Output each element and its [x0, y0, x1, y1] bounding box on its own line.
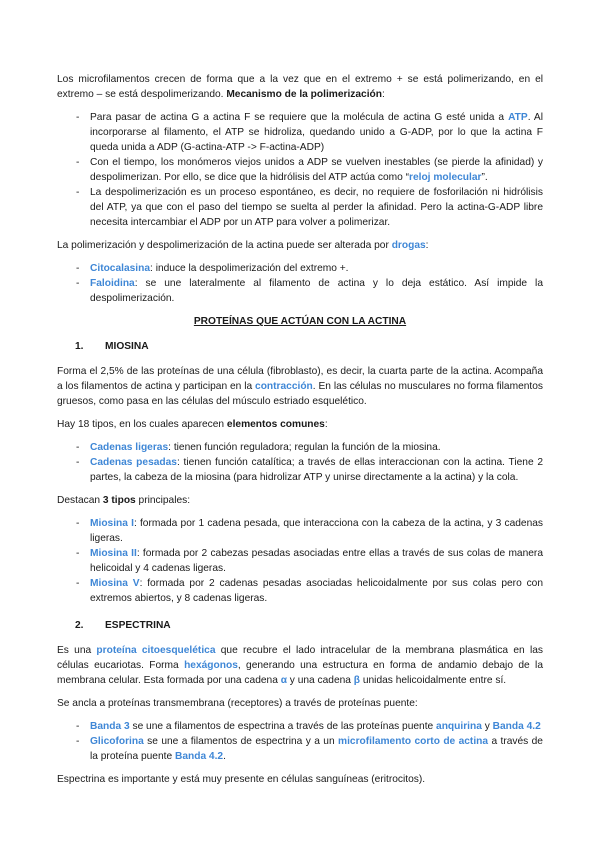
- miosina-paragraph-2: Hay 18 tipos, en los cuales aparecen elementos comunes:: [57, 419, 328, 430]
- anchors-list: [57, 719, 543, 764]
- drugs-list: [57, 261, 543, 306]
- miosina-paragraph-1: Forma el 2,5% de las proteínas de una célula (fibroblasto), es decir, la cuarta parte de la actina. Acompaña a los filamentos de actina y participan en la contracción. En las células no musculares no forma filamentos gruesos, como pasa en las células del músculo estriado esquelético.: [57, 366, 544, 407]
- miosina-heading: 1. MIOSINA: [75, 341, 149, 352]
- list-item: - Faloidina: se une lateralmente al filamento de actina y lo deja estático. Así impide la despolimerización.: [57, 276, 543, 306]
- list-item: - Cadenas pesadas: tienen función catalítica; a través de ellas interaccionan con la actina. Tiene 2 partes, la cabeza de la miosina (para hidrolizar ATP y unirse directamente a la actina) y la cola.: [57, 455, 543, 485]
- polymerization-mechanism-heading: Mecanismo de la polimerización: [226, 89, 383, 100]
- espectrina-paragraph-2: Se ancla a proteínas transmembrana (receptores) a través de proteínas puente:: [57, 698, 418, 709]
- list-item: - Miosina V: formada por 2 cadenas pesadas asociadas helicoidalmente por sus colas pero con extremos abiertos, y 8 cadenas ligeras.: [57, 576, 543, 606]
- espectrina-heading: 2. ESPECTRINA: [75, 620, 171, 631]
- polymerization-list: [57, 110, 543, 230]
- list-item: - Con el tiempo, los monómeros viejos unidos a ADP se vuelven inestables (se pierde la afinidad) y despolimerizan. Por ello, se dice que la hidrólisis del ATP actúa como “reloj molecular”.: [57, 155, 543, 185]
- list-item: - Miosina II: formada por 2 cabezas pesadas asociadas entre ellas a través de sus colas de manera helicoidal y 4 cadenas ligeras.: [57, 546, 543, 576]
- list-item: - Citocalasina: induce la despolimerización del extremo +.: [57, 261, 543, 276]
- miosina-types-list: [57, 516, 543, 606]
- list-item: - Banda 3 se une a filamentos de espectrina a través de las proteínas puente anquirina y Banda 4.2: [57, 719, 543, 734]
- list-item: - Miosina I: formada por 1 cadena pesada, que interacciona con la cabeza de la actina, y 3 cadenas ligeras.: [57, 516, 543, 546]
- list-item: - La despolimerización es un proceso espontáneo, es decir, no requiere de fosforilación ni hidrólisis del ATP, ya que con el paso del tiempo se suelta al perder la afinidad. Pero la actina-G-ADP libre necesita intercambiar el ADP por un ATP para volver a polimerizar.: [57, 185, 543, 230]
- section-title: PROTEÍNAS QUE ACTÚAN CON LA ACTINA: [193, 316, 407, 327]
- list-item: - Para pasar de actina G a actina F se requiere que la molécula de actina G esté unida a ATP. Al incorporarse al filamento, el ATP se hidroliza, quedando unido a G-ADP, por lo que la actina F queda unida a ADP (G-actina-ATP -> F-actina-ADP): [57, 110, 543, 155]
- intro-paragraph: Los microfilamentos crecen de forma que a la vez que en el extremo + se está polimerizando, en el extremo – se está despolimerizando. Mecanismo de la polimerización:: [57, 74, 543, 100]
- list-item: - Cadenas ligeras: tienen función reguladora; regulan la función de la miosina.: [57, 440, 543, 455]
- chains-list: [57, 440, 543, 485]
- drugs-intro-paragraph: La polimerización y despolimerización de la actina puede ser alterada por drogas:: [57, 240, 429, 251]
- espectrina-paragraph-1: Es una proteína citoesquelética que recubre el lado intracelular de la membrana plasmática en las células eucariotas. Forma hexágonos, generando una estructura en forma de andamio debajo de la membrana celular. Esta formada por una cadena α y una cadena β unidas helicoidalmente entre sí.: [57, 645, 543, 686]
- espectrina-paragraph-3: Espectrina es importante y está muy presente en células sanguíneas (eritrocitos).: [57, 774, 426, 785]
- list-item: - Glicoforina se une a filamentos de espectrina y a un microfilamento corto de actina a través de la proteína puente Banda 4.2.: [57, 734, 543, 764]
- miosina-paragraph-3: Destacan 3 tipos principales:: [57, 495, 191, 506]
